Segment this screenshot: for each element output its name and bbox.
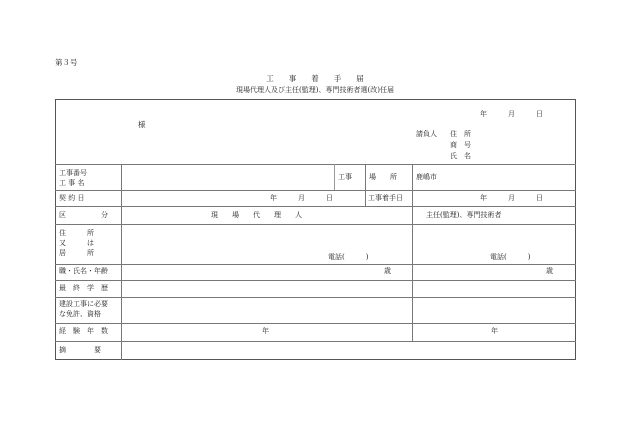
engineer-phone-label: 電話( ) xyxy=(490,253,531,261)
rule-after-work-info xyxy=(55,190,576,191)
address-row-label-1: 住 所 xyxy=(59,229,94,237)
contract-date-label: 契 約 日 xyxy=(59,194,85,202)
form-number: 第３号 xyxy=(55,58,78,67)
site-agent-header: 現 場 代 理 人 xyxy=(211,211,302,219)
contractor-trade-name-label: 商 号 xyxy=(450,141,471,149)
rule-after-contract-date xyxy=(55,206,576,207)
rule-after-category xyxy=(55,224,576,225)
contractor-name-label: 氏 名 xyxy=(450,152,471,160)
rule-after-name-age xyxy=(55,280,576,281)
chief-engineer-header: 主任(監理)、専門技術者 xyxy=(426,211,502,219)
addressee-honorific: 様 xyxy=(138,120,146,129)
experience-label: 経 験 年 数 xyxy=(59,327,108,335)
rule-start-date-value xyxy=(412,190,413,206)
rule-after-addressee xyxy=(55,164,576,165)
rule-after-address xyxy=(55,264,576,265)
address-row-label-3: 居 所 xyxy=(59,249,94,257)
work-name-label: 工 事 名 xyxy=(59,179,85,187)
form-title: 工 事 着 手 届 xyxy=(266,74,364,83)
agent-age-unit: 歳 xyxy=(384,267,391,275)
contract-date-value: 年 月 日 xyxy=(270,194,333,202)
rule-after-experience xyxy=(55,341,576,342)
rule-after-education xyxy=(55,297,576,298)
agent-experience-unit: 年 xyxy=(262,327,269,335)
title-name-age-label: 職・氏名・年齢 xyxy=(59,267,108,275)
category-label: 区 分 xyxy=(59,211,108,219)
engineer-experience-unit: 年 xyxy=(491,327,498,335)
location-label: 場 所 xyxy=(369,173,397,181)
start-date-label: 工事着手日 xyxy=(368,194,403,202)
rule-location-prefix xyxy=(334,164,335,190)
form-table xyxy=(55,99,576,360)
location-prefix: 工事 xyxy=(338,173,352,181)
education-label: 最 終 学 歴 xyxy=(59,284,108,292)
rule-agent-engineer-divider xyxy=(412,206,413,341)
rule-location-value xyxy=(412,164,413,190)
rule-label-column xyxy=(121,164,122,360)
license-label-2: な免許、資格 xyxy=(59,310,101,318)
form-subtitle: 現場代理人及び主任(監理)、専門技術者選(改)任届 xyxy=(236,86,394,94)
contractor-label: 請負人 xyxy=(416,130,437,138)
start-date-value: 年 月 日 xyxy=(480,194,543,202)
work-number-label: 工事番号 xyxy=(59,169,87,177)
address-row-label-2: 又 は xyxy=(59,239,94,247)
location-value: 鹿嶋市 xyxy=(416,173,437,181)
engineer-age-unit: 歳 xyxy=(546,267,553,275)
rule-after-license xyxy=(55,323,576,324)
contractor-address-label: 住 所 xyxy=(450,130,471,138)
agent-phone-label: 電話( ) xyxy=(328,253,369,261)
remarks-label: 摘 要 xyxy=(59,346,101,354)
submission-date: 年 月 日 xyxy=(480,110,543,118)
license-label-1: 建設工事に必要 xyxy=(59,300,108,308)
rule-location-label xyxy=(365,164,366,206)
